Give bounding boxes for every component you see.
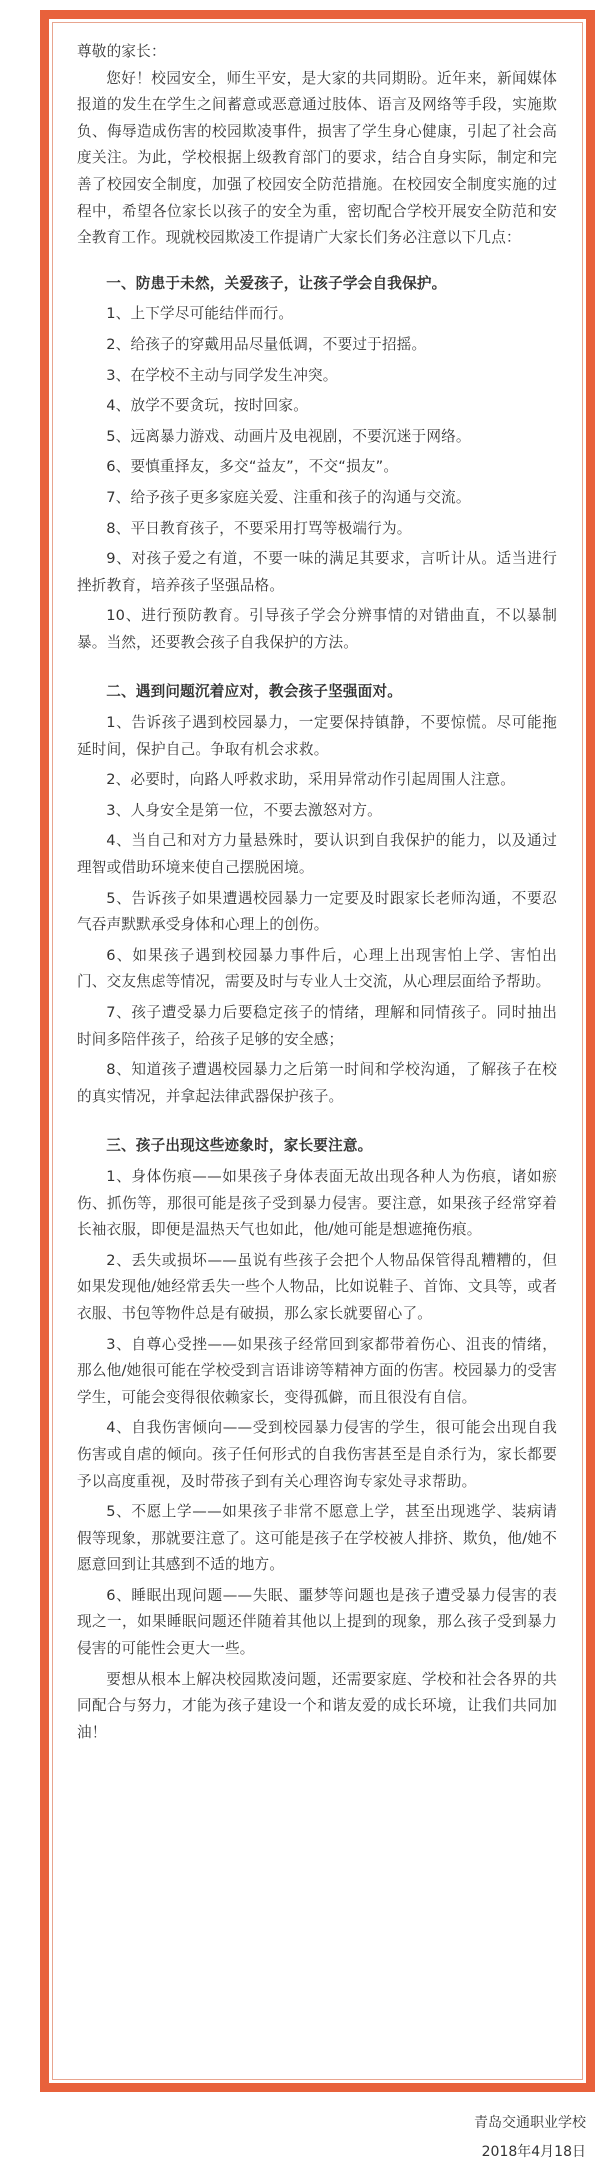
list-item: 5、不愿上学——如果孩子非常不愿意上学，甚至出现逃学、装病请假等现象，那就要注意了。这可能是孩子在学校被人排挤、欺负，他/她不愿意回到让其感到不适的地方。 <box>77 1503 557 1574</box>
list-item: 3、在学校不主动与同学发生冲突。 <box>106 366 338 384</box>
list-item: 8、平日教育孩子，不要采用打骂等极端行为。 <box>106 519 412 537</box>
list-item: 5、远离暴力游戏、动画片及电视剧，不要沉迷于网络。 <box>106 427 471 445</box>
list-item: 2、丢失或损坏——虽说有些孩子会把个人物品保管得乱糟糟的，但如果发现他/她经常丢失一些个人物品，比如说鞋子、首饰、文具等，或者衣服、书包等物件总是有破损，那么家长就要留心了。 <box>77 1251 557 1322</box>
list-item: 2、必要时，向路人呼救求助，采用异常动作引起周围人注意。 <box>106 771 516 789</box>
letter-frame <box>40 10 595 2092</box>
list-item: 2、给孩子的穿戴用品尽量低调，不要过于招摇。 <box>106 335 427 353</box>
list-item: 4、自我伤害倾向——受到校园暴力侵害的学生，很可能会出现自我伤害或自虐的倾向。孩子任何形式的自我伤害甚至是自杀行为，家长都要予以高度重视，及时带孩子到有关心理咨询专家处寻求帮助。 <box>77 1419 557 1490</box>
signature-school: 青岛交通职业学校 <box>474 2115 586 2131</box>
list-item: 5、告诉孩子如果遭遇校园暴力一定要及时跟家长老师沟通，不要忍气吞声默默承受身体和心理上的创伤。 <box>77 889 557 934</box>
list-item: 4、当自己和对方力量悬殊时，要认识到自我保护的能力，以及通过理智或借助环境来使自己摆脱困境。 <box>77 832 557 877</box>
letter-body <box>77 39 557 1746</box>
list-item: 9、对孩子爱之有道，不要一味的满足其要求，言听计从。适当进行挫折教育，培养孩子坚强品格。 <box>77 550 557 594</box>
section-heading: 一、防患于未然，关爱孩子，让孩子学会自我保护。 <box>106 274 447 292</box>
list-item: 6、要慎重择友，多交“益友”，不交“损友”。 <box>106 458 399 476</box>
list-item: 4、放学不要贪玩，按时回家。 <box>106 397 308 415</box>
list-item: 6、睡眠出现问题——失眠、噩梦等问题也是孩子遭受暴力侵害的表现之一，如果睡眠问题还伴随着其他以上提到的现象，那么孩子受到暴力侵害的可能性会更大一些。 <box>77 1586 557 1658</box>
list-item: 7、给予孩子更多家庭关爱、注重和孩子的沟通与交流。 <box>106 488 471 506</box>
section-heading: 二、遇到问题沉着应对，教会孩子坚强面对。 <box>106 683 403 701</box>
list-item: 8、知道孩子遭遇校园暴力之后第一时间和学校沟通，了解孩子在校的真实情况，并拿起法律武器保护孩子。 <box>77 1061 557 1105</box>
list-item: 1、告诉孩子遇到校园暴力，一定要保持镇静，不要惊慌。尽可能拖延时间，保护自己。争取有机会求救。 <box>77 714 557 758</box>
section-1 <box>77 271 557 657</box>
greeting: 尊敬的家长： <box>77 43 166 60</box>
list-item: 3、人身安全是第一位，不要去激怒对方。 <box>106 801 382 819</box>
list-item: 1、上下学尽可能结伴而行。 <box>106 305 294 323</box>
closing-paragraph: 要想从根本上解决校园欺凌问题，还需要家庭、学校和社会各界的共同配合与努力，才能为孩子建设一个和谐友爱的成长环境，让我们共同加油！ <box>77 1670 557 1741</box>
section-3 <box>77 1133 557 1662</box>
list-item: 1、身体伤痕——如果孩子身体表面无故出现各种人为伤痕，诸如瘀伤、抓伤等，那很可能是孩子受到暴力侵害。要注意，如果孩子经常穿着长袖衣服，即便是温热天气也如此，他/她可能是想遮掩伤痕。 <box>77 1167 557 1239</box>
section-heading: 三、孩子出现这些迹象时，家长要注意。 <box>106 1137 373 1155</box>
list-item: 7、孩子遭受暴力后要稳定孩子的情绪，理解和同情孩子。同时抽出时间多陪伴孩子，给孩子足够的安全感； <box>77 1004 557 1048</box>
section-2 <box>77 679 557 1110</box>
list-item: 3、自尊心受挫——如果孩子经常回到家都带着伤心、沮丧的情绪，那么他/她很可能在学校受到言语诽谤等精神方面的伤害。校园暴力的受害学生，可能会变得很依赖家长，变得孤僻，而且很没有自信。 <box>77 1335 557 1406</box>
list-item: 10、进行预防教育。引导孩子学会分辨事情的对错曲直，不以暴制暴。当然，还要教会孩子自我保护的方法。 <box>77 607 557 651</box>
intro-paragraph: 您好！校园安全，师生平安，是大家的共同期盼。近年来，新闻媒体报道的发生在学生之间蓄意或恶意通过肢体、语言及网络等手段，实施欺负、侮辱造成伤害的校园欺凌事件，损害了学生身心健康，引起了社会高度关注。为此，学校根据上级教育部门的要求，结合自身实际，制定和完善了校园安全制度，加强了校园安全防范措施。在校园安全制度实施的过程中，希望各位家长以孩子的安全为重，密切配合学校开展安全防范和安全教育工作。现就校园欺凌工作提请广大家长们务必注意以下几点： <box>77 69 557 247</box>
signature-date: 2018年4月18日 <box>481 2144 586 2160</box>
list-item: 6、如果孩子遇到校园暴力事件后，心理上出现害怕上学、害怕出门、交友焦虑等情况，需要及时与专业人士交流，从心理层面给予帮助。 <box>77 946 557 991</box>
